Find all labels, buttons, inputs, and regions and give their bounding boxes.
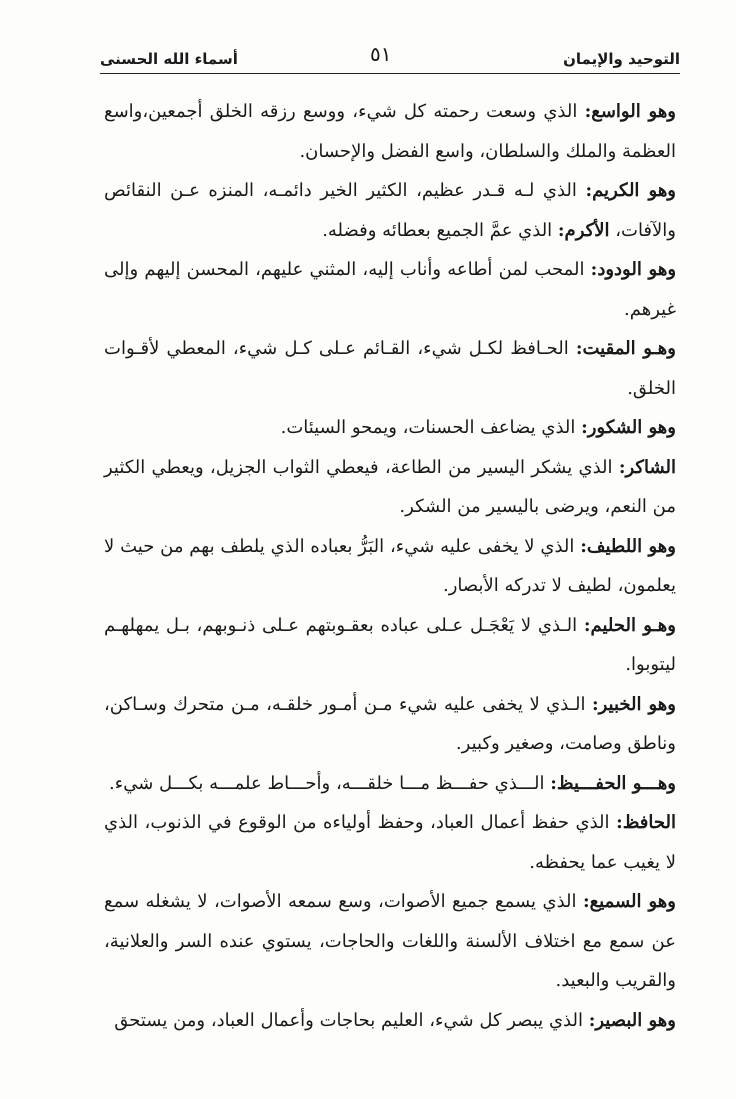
paragraph-ash-shakir bbox=[104, 448, 676, 527]
paragraph-as-sami bbox=[104, 882, 676, 1001]
running-head bbox=[100, 40, 680, 76]
term: الحافظ: bbox=[616, 812, 676, 833]
term: وهو البصير: bbox=[588, 1009, 676, 1031]
definition: الذي وسعت رحمته كل شيء، ووسع رزقه الخلق أجمعين،واسع العظمة والملك والسلطان، واسع الفضل والإحسان. bbox=[104, 101, 676, 162]
term: وهو اللطيف: bbox=[580, 535, 676, 557]
definition: الـذي لا يَعْجَـل عـلى عباده بعقـوبتهم عـلى ذنـوبهم، بـل يمهلهـم ليتوبوا. bbox=[104, 614, 676, 675]
paragraph-al-wasi bbox=[104, 92, 676, 171]
book-title: التوحيد والإيمان bbox=[563, 50, 680, 68]
definition: الذي لـه قـدر عظيم، الكثير الخير دائمـه، المنزه عـن النقائص والآفات، bbox=[104, 180, 676, 241]
definition: الـذي لا يخفى عليه شيء مـن أمـور خلقـه، مـن متحرك وسـاكن، وناطق وصامت، وصغير وكبير. bbox=[104, 693, 676, 754]
paragraph-al-basir bbox=[104, 1001, 676, 1041]
definition: الحـافظ لكـل شيء، القـائم عـلى كـل شيء، المعطي لأقـوات الخلق. bbox=[104, 338, 676, 399]
header-rule bbox=[100, 73, 680, 74]
paragraph-ash-shakur bbox=[104, 408, 676, 448]
term: وهو الودود: bbox=[590, 259, 677, 280]
term-secondary: الأكرم: bbox=[557, 219, 610, 241]
definition: الذي لا يخفى عليه شيء، البَرُّ بعباده الذي يلطف بهم من حيث لا يعلمون، لطيف لا تدركه الأبصار. bbox=[104, 535, 676, 596]
definition-secondary: الذي عمَّ الجميع بعطائه وفضله. bbox=[322, 219, 558, 241]
term: وهـو الحليم: bbox=[583, 614, 676, 636]
definition: الـــذي حفـــظ مـــا خلقـــه، وأحـــاط علمـــه بكـــل شيء. bbox=[109, 772, 551, 794]
term: وهو السميع: bbox=[582, 891, 676, 912]
paragraph-al-muqit bbox=[104, 329, 676, 408]
definition: الذي حفظ أعمال العباد، وحفظ أولياءه من الوقوع في الذنوب، الذي لا يغيب عما يحفظه. bbox=[104, 812, 676, 873]
term: وهو الخبير: bbox=[591, 693, 676, 715]
term: الشاكر: bbox=[618, 456, 676, 478]
term: وهـو المقيت: bbox=[575, 338, 676, 359]
term: وهـــو الحفـــيظ: bbox=[550, 772, 676, 794]
chapter-title: أسماء الله الحسنى bbox=[100, 50, 238, 68]
paragraph-al-halim bbox=[104, 606, 676, 685]
paragraph-al-khabir bbox=[104, 685, 676, 764]
definition: الذي يبصر كل شيء، العليم بحاجات وأعمال العباد، ومن يستحق bbox=[114, 1009, 589, 1031]
definition: الذي يسمع جميع الأصوات، وسع سمعه الأصوات، لا يشغله سمع عن سمع مع اختلاف الألسنة واللغات والحاجات، يستوي عنده السر والعلانية، والقريب والبعيد. bbox=[104, 891, 676, 991]
term: وهو الكريم: bbox=[585, 180, 676, 201]
definition: الذي يشكر اليسير من الطاعة، فيعطي الثواب الجزيل، ويعطي الكثير من النعم، ويرضى باليسير من الشكر. bbox=[104, 456, 676, 517]
term: وهو الواسع: bbox=[584, 101, 677, 122]
term: وهو الشكور: bbox=[581, 417, 676, 438]
definition: الذي يضاعف الحسنات، ويمحو السيئات. bbox=[280, 417, 582, 438]
paragraph-al-wadud bbox=[104, 250, 676, 329]
paragraph-al-karim bbox=[104, 171, 676, 250]
body-text bbox=[104, 92, 676, 1040]
page-number: ٥١ bbox=[370, 42, 392, 66]
definition: المحب لمن أطاعه وأناب إليه، المثني عليهم، المحسن إليهم وإلى غيرهم. bbox=[104, 259, 676, 320]
paragraph-al-latif bbox=[104, 527, 676, 606]
paragraph-al-hafidh bbox=[104, 803, 676, 882]
paragraph-al-hafiz bbox=[104, 764, 676, 804]
